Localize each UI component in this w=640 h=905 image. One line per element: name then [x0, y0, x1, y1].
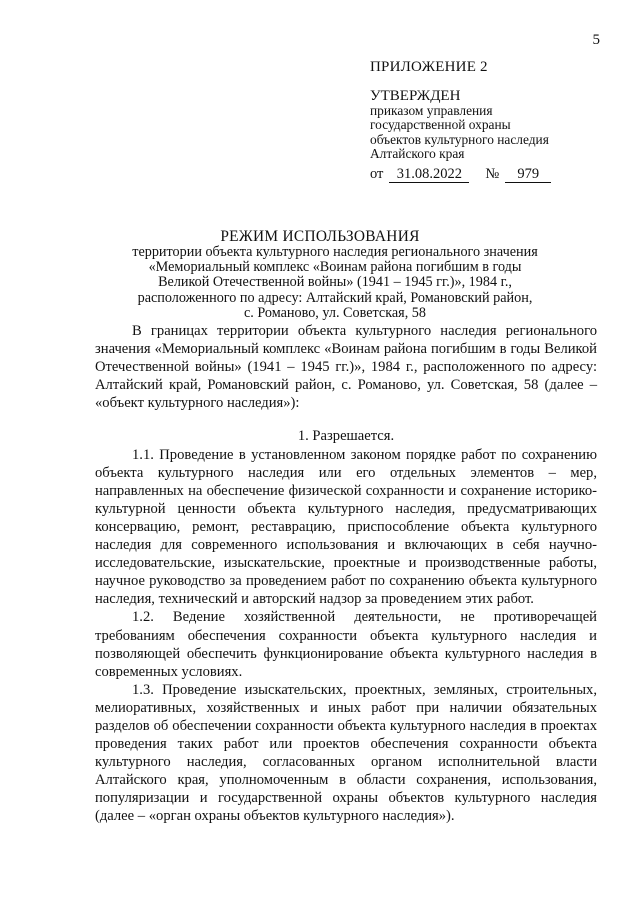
section-item: 1.1. Проведение в установленном законом порядке работ по сохранению объекта культурного наследия или его отдельных элементов – мер, направленных на обеспечение физической сохранности и сохранение историко-культурной ценности объекта культурного наследия, предусматривающих консервацию, ремонт, реставрацию, приспособление объекта культурного наследия для современного использования и включающих в себя научно-исследовательские, изыскательские, проектные и производственные работы, научное руководство за проведением работ по сохранению объекта культурного наследия, технический и авторский надзор за проведением этих работ.	[95, 446, 597, 608]
approval-line: Алтайского края	[370, 146, 465, 162]
from-label: от	[370, 165, 384, 182]
order-date-number	[370, 167, 620, 183]
title-heading: РЕЖИМ ИСПОЛЬЗОВАНИЯ	[220, 228, 420, 245]
approval-line: объектов культурного наследия	[370, 131, 549, 147]
section-heading: 1. Разрешается.	[297, 428, 395, 445]
order-number: 979	[505, 167, 551, 183]
title-line: расположенного по адресу: Алтайский край, Романовский район,	[137, 289, 533, 306]
document-body	[95, 322, 597, 826]
title-line: с. Романово, ул. Советская, 58	[244, 304, 426, 321]
section-item: 1.3. Проведение изыскательских, проектных, земляных, строительных, мелиоративных, хозяйственных и иных работ при наличии обязательных разделов об обеспечении сохранности объекта культурного наследия в проектах проведения таких работ или проектов обеспечения сохранности объекта культурного наследия, согласованных органом исполнительной власти Алтайского края, уполномоченным в области сохранения, использования, популяризации и государственной охраны объектов культурного наследия (далее – «орган охраны объектов культурного наследия»).	[95, 681, 597, 825]
approval-line: приказом управления	[370, 102, 493, 118]
page-number: 5	[592, 32, 600, 48]
approval-line: государственной охраны	[370, 117, 511, 133]
title-line: Великой Отечественной войны» (1941 – 1945 гг.)», 1984 г.,	[158, 274, 512, 291]
approval-block	[370, 60, 620, 183]
order-date: 31.08.2022	[389, 167, 469, 183]
intro-paragraph: В границах территории объекта культурного наследия регионального значения «Мемориальный комплекс «Воинам района погибшим в годы Великой Отечественной войны» (1941 – 1945 гг.)», 1984 г., расположенного по адресу: Алтайский край, Романовский район, с. Романово, ул. Советская, 58 (далее – «объект культурного наследия»):	[95, 323, 597, 412]
title-line: территории объекта культурного наследия регионального значения	[132, 244, 538, 260]
number-label: №	[485, 165, 500, 182]
appendix-label: ПРИЛОЖЕНИЕ 2	[370, 59, 488, 75]
title-line: «Мемориальный комплекс «Воинам района погибшим в годы	[148, 259, 522, 276]
approved-label: УТВЕРЖДЕН	[370, 87, 461, 104]
document-title	[0, 229, 640, 321]
section-item: 1.2. Ведение хозяйственной деятельности, не противоречащей требованиям обеспечения сохранности объекта культурного наследия и позволяющей обеспечить функционирование объекта культурного наследия в современных условиях.	[95, 609, 597, 680]
